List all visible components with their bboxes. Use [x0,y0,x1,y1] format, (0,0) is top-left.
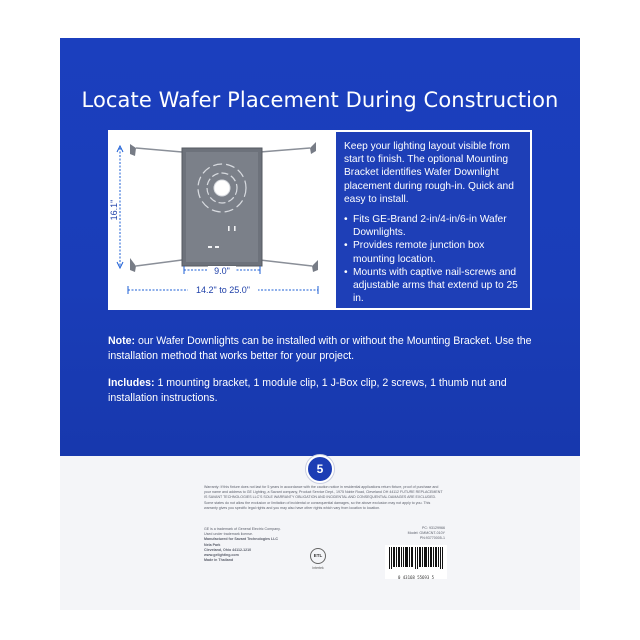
headline: Locate Wafer Placement During Construction [81,88,559,112]
includes-paragraph [108,376,528,405]
model-line: PN:93770005-1 [419,536,445,541]
etl-certification-icon: ETL [310,548,326,564]
barcode-icon [388,547,444,569]
feature-bullet: • Fits GE-Brand 2-in/4-in/6-in Wafer Downlights. [344,213,522,239]
inner-width-label: 9.0" [214,266,230,276]
legal-line: Used under trademark license. [204,532,253,537]
feature-bullet: • Provides remote junction box mounting location. [344,239,522,265]
feature-bullet: • Mounts with captive nail-screws and adjustable arms that extend up to 25 in. [344,266,522,306]
model-line: PC: 93129966 [422,526,445,530]
barcode-number: 0 43168 55693 5 [397,575,435,580]
arm-tab-icon [130,144,136,156]
legal-line: Manufactured for Savant Technologies LLC [204,537,279,542]
feature-list [344,213,522,305]
legal-line: www.gelighting.com [204,553,239,558]
feature-intro: Keep your lighting layout visible from start to finish. The optional Mounting Bracket identifies Wafer Downlight placement during rough-in. Quick and easy to install. [344,141,514,205]
bracket-diagram [108,130,336,310]
warranty-badge-icon: 5 [306,455,334,483]
model-line: Model: GMMCNT-010Y [407,531,445,536]
range-label: 14.2" to 25.0" [196,285,250,295]
barcode [385,545,447,579]
includes-text: 1 mounting bracket, 1 module clip, 1 J-Box clip, 2 screws, 1 thumb nut and installation instructions. [108,377,507,404]
etl-caption: Intertek [312,566,324,570]
legal-block [204,527,324,563]
legal-line: Nela Park [204,542,221,547]
bracket-illustration [108,130,336,310]
height-dimension-label: 16.1" [109,199,119,221]
feature-copy-box [336,130,532,310]
legal-line: Made in Thailand [204,558,234,563]
note-text: our Wafer Downlights can be installed with or without the Mounting Bracket. Use the installation method that works better for your project. [108,335,532,362]
legal-line: Cleveland, Ohio 44112-1210 [204,547,252,552]
legal-line: GE is a trademark of General Electric Company. [204,527,281,531]
note-label: Note: [108,335,136,347]
model-info [385,526,445,542]
note-paragraph [108,334,548,363]
includes-label: Includes: [108,377,155,389]
warranty-text: Warranty: If this fixture does not last for 5 years in accordance with the caution notice in residential applications return fixture, proof of purchase and your name and address to GE Lighting, a Savant company, Product Service Dept., 1975 Noble Road, Cleveland OH 44112 FUTURE REPLACEMENT IS SAVANT TECHNOLOGIES LLC'S SOLE WARRANTY OBLIGATION AND INCIDENTAL AND CONSEQUENTIAL DAMAGES ARE EXCLUDED. Some states do not allow the exclusion or limitation of incidental or consequential damages, so the above exclusion may not apply to you. This warranty gives you specific legal rights and you may also have other rights which vary from location to location. [204,485,443,510]
